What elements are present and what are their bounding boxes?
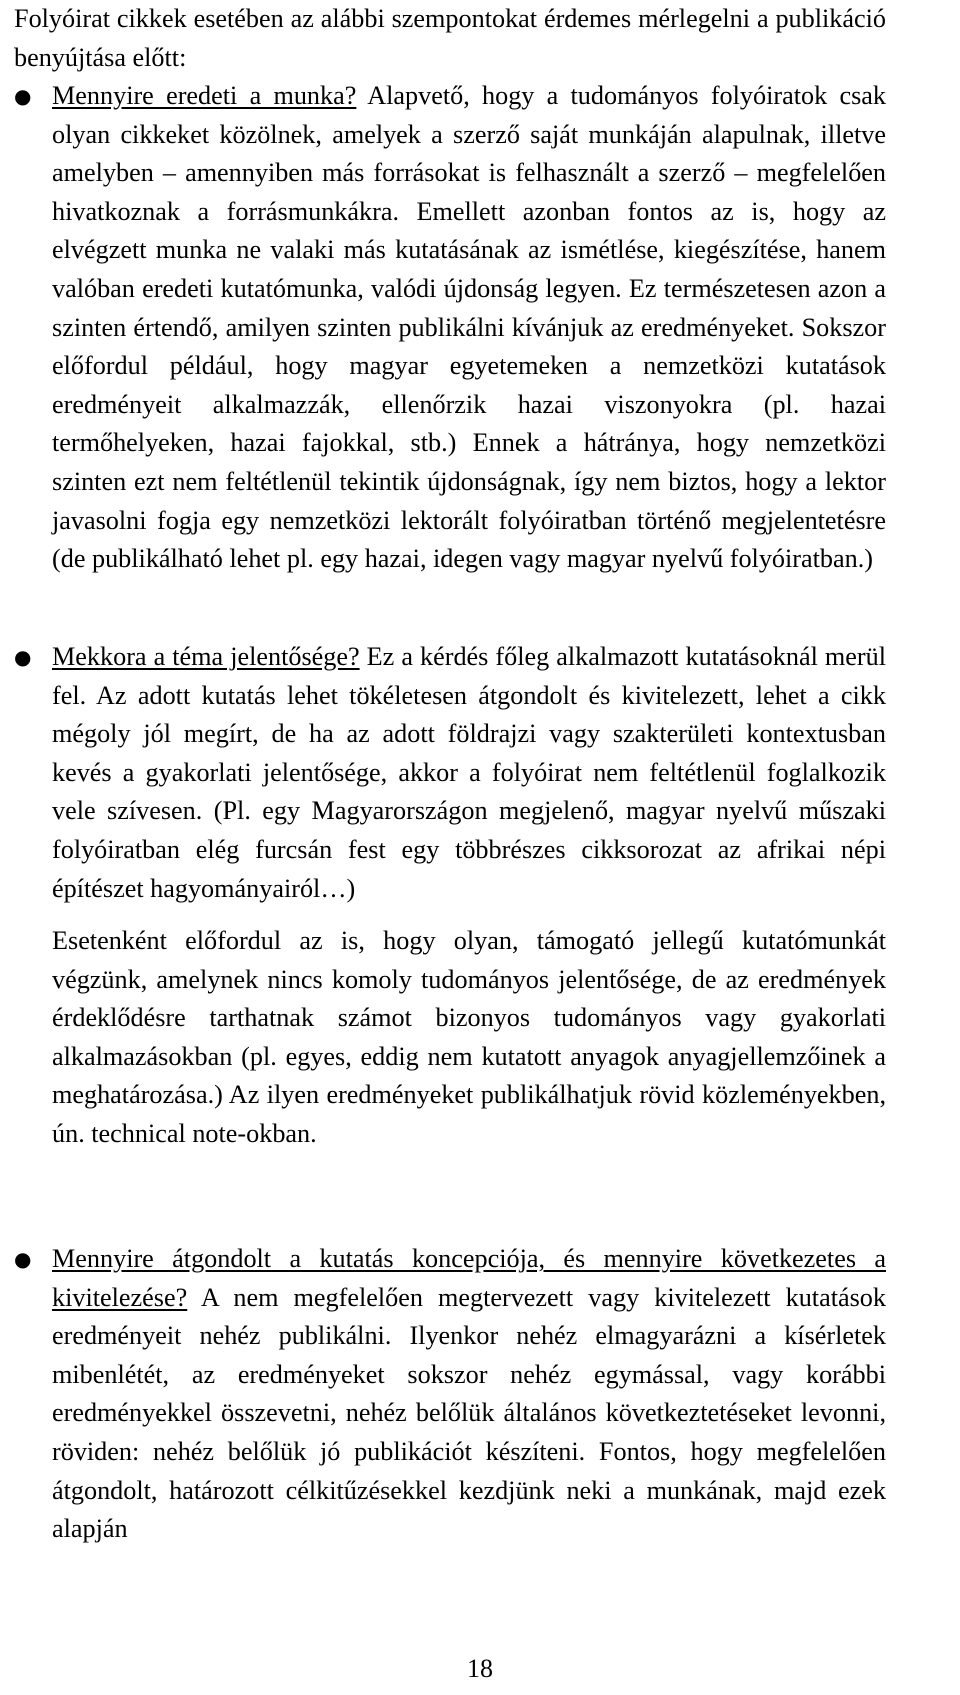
bullet-dot-icon: ● <box>14 645 32 669</box>
significance-subparagraph: Esetenként előfordul az is, hogy olyan, támogató jellegű kutatómunkát végzünk, amelynek nincs komoly tudományos jelentősége, de az eredmények érdeklődésre tarthatnak számot bizonyos tudományos vagy gyakorlati alkalmazásokban (pl. egyes, eddig nem kutatott anyagok anyagjellemzőinek a meghatározása.) Az ilyen eredményeket publikálhatjuk rövid közleményekben, ún. technical note-okban. <box>52 926 886 1148</box>
bullet-item-significance <box>14 638 886 908</box>
bullet-dot-icon: ● <box>14 84 32 108</box>
bullet-body: A nem megfelelően megtervezett vagy kivitelezett kutatások eredményeit nehéz publikálni. Ilyenkor nehéz elmagyarázni a kísérletek mibenlétét, az eredményeket sokszor nehéz egymással, vagy korábbi eredményekkel összevetni, nehéz belőlük általános következtetéseket levonni, röviden: nehéz belőlük jó publikációt készíteni. Fontos, hogy megfelelően átgondolt, határozott célkitűzésekkel kezdjünk neki a munkának, majd ezek alapján <box>52 1282 886 1544</box>
bullet-dot-icon: ● <box>14 1247 32 1271</box>
page-number: 18 <box>467 1654 493 1683</box>
bullet-paragraph <box>52 77 886 579</box>
bullet-item-originality <box>14 77 886 579</box>
bullet-question: Mekkora a téma jelentősége? <box>52 642 360 671</box>
bullet-paragraph <box>52 638 886 908</box>
bullet-question: Mennyire eredeti a munka? <box>52 81 357 110</box>
bullet-item-concept <box>14 1240 886 1549</box>
bullet-body: Ez a kérdés főleg alkalmazott kutatásoknál merül fel. Az adott kutatás lehet tökéletesen átgondolt és kivitelezett, lehet a cikk mégoly jól megírt, de ha az adott földrajzi vagy szakterületi kontextusban kevés a gyakorlati jelentősége, akkor a folyóirat nem feltétlenül foglalkozik vele szívesen. (Pl. egy Magyarországon megjelenő, magyar nyelvű műszaki folyóiratban elég furcsán fest egy többrészes cikksorozat az afrikai népi építészet hagyományairól…) <box>52 642 886 903</box>
intro-paragraph: Folyóirat cikkek esetében az alábbi szempontokat érdemes mérlegelni a publikáció benyújtása előtt: <box>14 4 886 72</box>
bullet-question: Mennyire átgondolt a kutatás koncepciója, és mennyire következetes a kivitelezése? <box>52 1244 886 1312</box>
bullet-body: Alapvető, hogy a tudományos folyóiratok csak olyan cikkeket közölnek, amelyek a szerző saját munkáján alapulnak, illetve amelyben – amennyiben más forrásokat is felhasznált a szerző – megfelelően hivatkoznak a forrásmunkákra. Emellett azonban fontos az is, hogy az elvégzett munka ne valaki más kutatásának az ismétlése, kiegészítése, hanem valóban eredeti kutatómunka, valódi újdonság legyen. Ez természetesen azon a szinten értendő, amilyen szinten publikálni kívánjuk az eredményeket. Sokszor előfordul például, hogy magyar egyetemeken a nemzetközi kutatások eredményeit alkalmazzák, ellenőrzik hazai viszonyokra (pl. hazai termőhelyeken, hazai fajokkal, stb.) Ennek a hátránya, hogy nemzetközi szinten ezt nem feltétlenül tekintik újdonságnak, így nem biztos, hogy a lektor javasolni fogja egy nemzetközi lektorált folyóiratban történő megjelentetésre (de publikálható lehet pl. egy hazai, idegen vagy magyar nyelvű folyóiratban.) <box>52 81 886 574</box>
bullet-paragraph <box>52 1240 886 1549</box>
